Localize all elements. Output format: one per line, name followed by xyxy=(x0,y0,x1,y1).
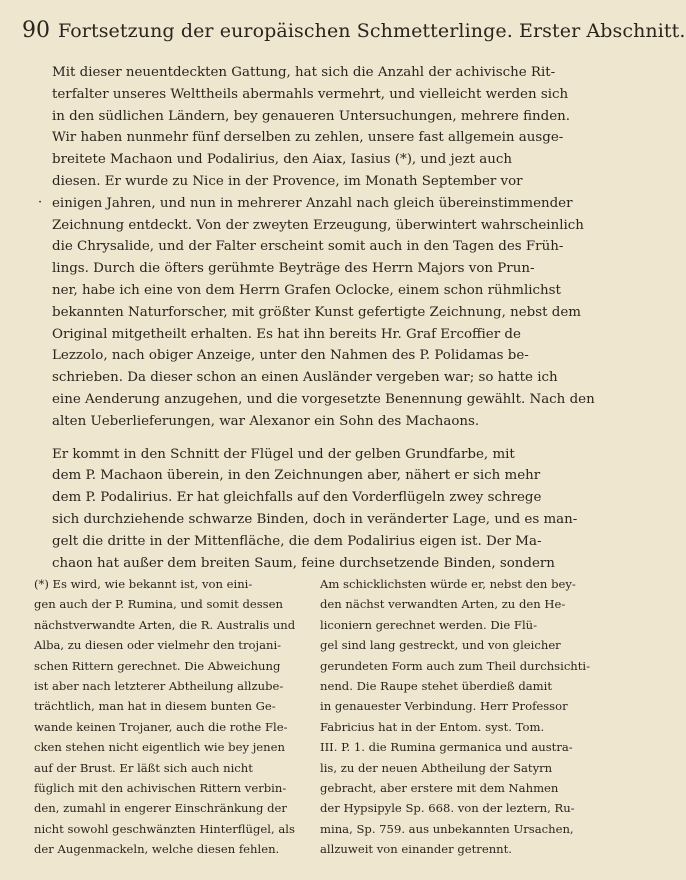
body-line: in den südlichen Ländern, bey genaueren Untersuchungen, mehrere finden. xyxy=(52,108,571,124)
footnote-line: Fabricius hat in der Entom. syst. Tom. xyxy=(320,719,545,734)
footnote-line: wande keinen Trojaner, auch die rothe Fle- xyxy=(34,719,288,734)
footnote-line: Alba, zu diesen oder vielmehr den trojani- xyxy=(34,638,282,653)
footnote-line: der Hypsipyle Sp. 668. von der leztern, Ru- xyxy=(320,801,575,816)
running-title: Fortsetzung der europäischen Schmetterlinge. Erster Abschnitt. xyxy=(58,20,686,42)
footnote-line: III. P. 1. die Rumina germanica und austra- xyxy=(320,740,573,755)
body-line: sich durchziehende schwarze Binden, doch in veränderter Lage, und es man- xyxy=(52,511,578,527)
body-line: Wir haben nunmehr fünf derselben zu zehlen, unsere fast allgemein ausge- xyxy=(52,130,564,146)
body-line: schrieben. Da dieser schon an einen Ausländer vergeben war; so hatte ich xyxy=(52,370,558,386)
body-line: dem P. Machaon überein, in den Zeichnungen aber, nähert er sich mehr xyxy=(52,468,541,484)
body-line: lings. Durch die öfters gerühmte Beyträge des Herrn Majors von Prun- xyxy=(52,261,535,277)
body-line: alten Ueberlieferungen, war Alexanor ein Sohn des Machaons. xyxy=(52,413,480,429)
footnote-left-column xyxy=(34,574,306,859)
body-line: Lezzolo, nach obiger Anzeige, unter den Nahmen des P. Polidamas be- xyxy=(52,348,529,364)
body-line: Zeichnung entdeckt. Von der zweyten Erzeugung, überwintert wahrscheinlich xyxy=(52,217,584,233)
footnote-line: liconiern gerechnet werden. Die Flü- xyxy=(320,617,538,632)
footnote-right-column xyxy=(320,574,592,859)
footnote-line: gel sind lang gestreckt, und von gleicher xyxy=(320,638,561,653)
page-number: 90 xyxy=(22,18,50,43)
footnote-line: trächtlich, man hat in diesem bunten Ge- xyxy=(34,699,276,714)
body-line: chaon hat außer dem breiten Saum, feine durchsetzende Binden, sondern xyxy=(52,555,555,571)
page-header xyxy=(22,16,686,46)
margin-mark: · xyxy=(38,195,43,210)
body-line: Original mitgetheilt erhalten. Es hat ihn bereits Hr. Graf Ercoffier de xyxy=(52,326,521,342)
body-line: dem P. Podalirius. Er hat gleichfalls auf den Vorderflügeln zwey schrege xyxy=(52,490,542,506)
footnote-line: nend. Die Raupe stehet überdieß damit xyxy=(320,678,553,693)
footnote-line: den nächst verwandten Arten, zu den He- xyxy=(320,597,566,612)
footnote-line: gerundeten Form auch zum Theil durchsichti- xyxy=(320,658,591,673)
footnote-line: gebracht, aber erstere mit dem Nahmen xyxy=(320,780,559,795)
footnote-line: den, zumahl in engerer Einschränkung der xyxy=(34,801,287,816)
body-line: einigen Jahren, und nun in mehrerer Anzahl nach gleich übereinstimmender xyxy=(52,195,573,211)
body-line: eine Aenderung anzugehen, und die vorgesetzte Benennung gewählt. Nach den xyxy=(52,391,595,407)
footnote-line: nächstverwandte Arten, die R. Australis und xyxy=(34,617,296,632)
body-line: gelt die dritte in der Mittenfläche, die dem Podalirius eigen ist. Der Ma- xyxy=(52,533,542,549)
body-line: terfalter unseres Welttheils abermahls vermehrt, und vielleicht werden sich xyxy=(52,86,569,102)
footnote-line: auf der Brust. Er läßt sich auch nicht xyxy=(34,760,253,775)
body-line: Mit dieser neuentdeckten Gattung, hat sich die Anzahl der achivische Rit- xyxy=(52,65,556,80)
body-line: diesen. Er wurde zu Nice in der Provence, im Monath September vor xyxy=(52,173,523,189)
footnote-line: nicht sowohl geschwänzten Hinterflügel, als xyxy=(34,821,295,836)
footnote-line: mina, Sp. 759. aus unbekannten Ursachen, xyxy=(320,821,574,836)
body-line: Er kommt in den Schnitt der Flügel und der gelben Grundfarbe, mit xyxy=(52,446,515,462)
footnote-line: lis, zu der neuen Abtheilung der Satyrn xyxy=(320,760,553,775)
footnote-line: schen Rittern gerechnet. Die Abweichung xyxy=(34,658,281,673)
footnote-line: ist aber nach letzterer Abtheilung allzube- xyxy=(34,678,284,693)
body-line: breitete Machaon und Podalirius, den Aiax, Iasius (*), und jezt auch xyxy=(52,152,513,168)
footnote-line: füglich mit den achivischen Rittern verbin- xyxy=(34,780,287,795)
main-text xyxy=(52,62,598,574)
footnote-line: in genauester Verbindung. Herr Professor xyxy=(320,699,568,714)
footnote-line: allzuweit von einander getrennt. xyxy=(320,842,512,857)
body-line: die Chrysalide, und der Falter erscheint somit auch in den Tagen des Früh- xyxy=(52,239,564,255)
footnote-line: Am schicklichsten würde er, nebst den bey- xyxy=(320,577,576,591)
footnote-line: gen auch der P. Rumina, und somit dessen xyxy=(34,597,283,612)
paragraph-gap xyxy=(52,433,598,444)
body-line: bekannten Naturforscher, mit größter Kunst gefertigte Zeichnung, nebst dem xyxy=(52,304,581,320)
footnote-line: cken stehen nicht eigentlich wie bey jenen xyxy=(34,740,285,755)
body-line: ner, habe ich eine von dem Herrn Grafen Oclocke, einem schon rühmlichst xyxy=(52,282,561,298)
footnote-line: der Augenmackeln, welche diesen fehlen. xyxy=(34,842,280,857)
footnote-line: (*) Es wird, wie bekannt ist, von eini- xyxy=(34,577,253,591)
